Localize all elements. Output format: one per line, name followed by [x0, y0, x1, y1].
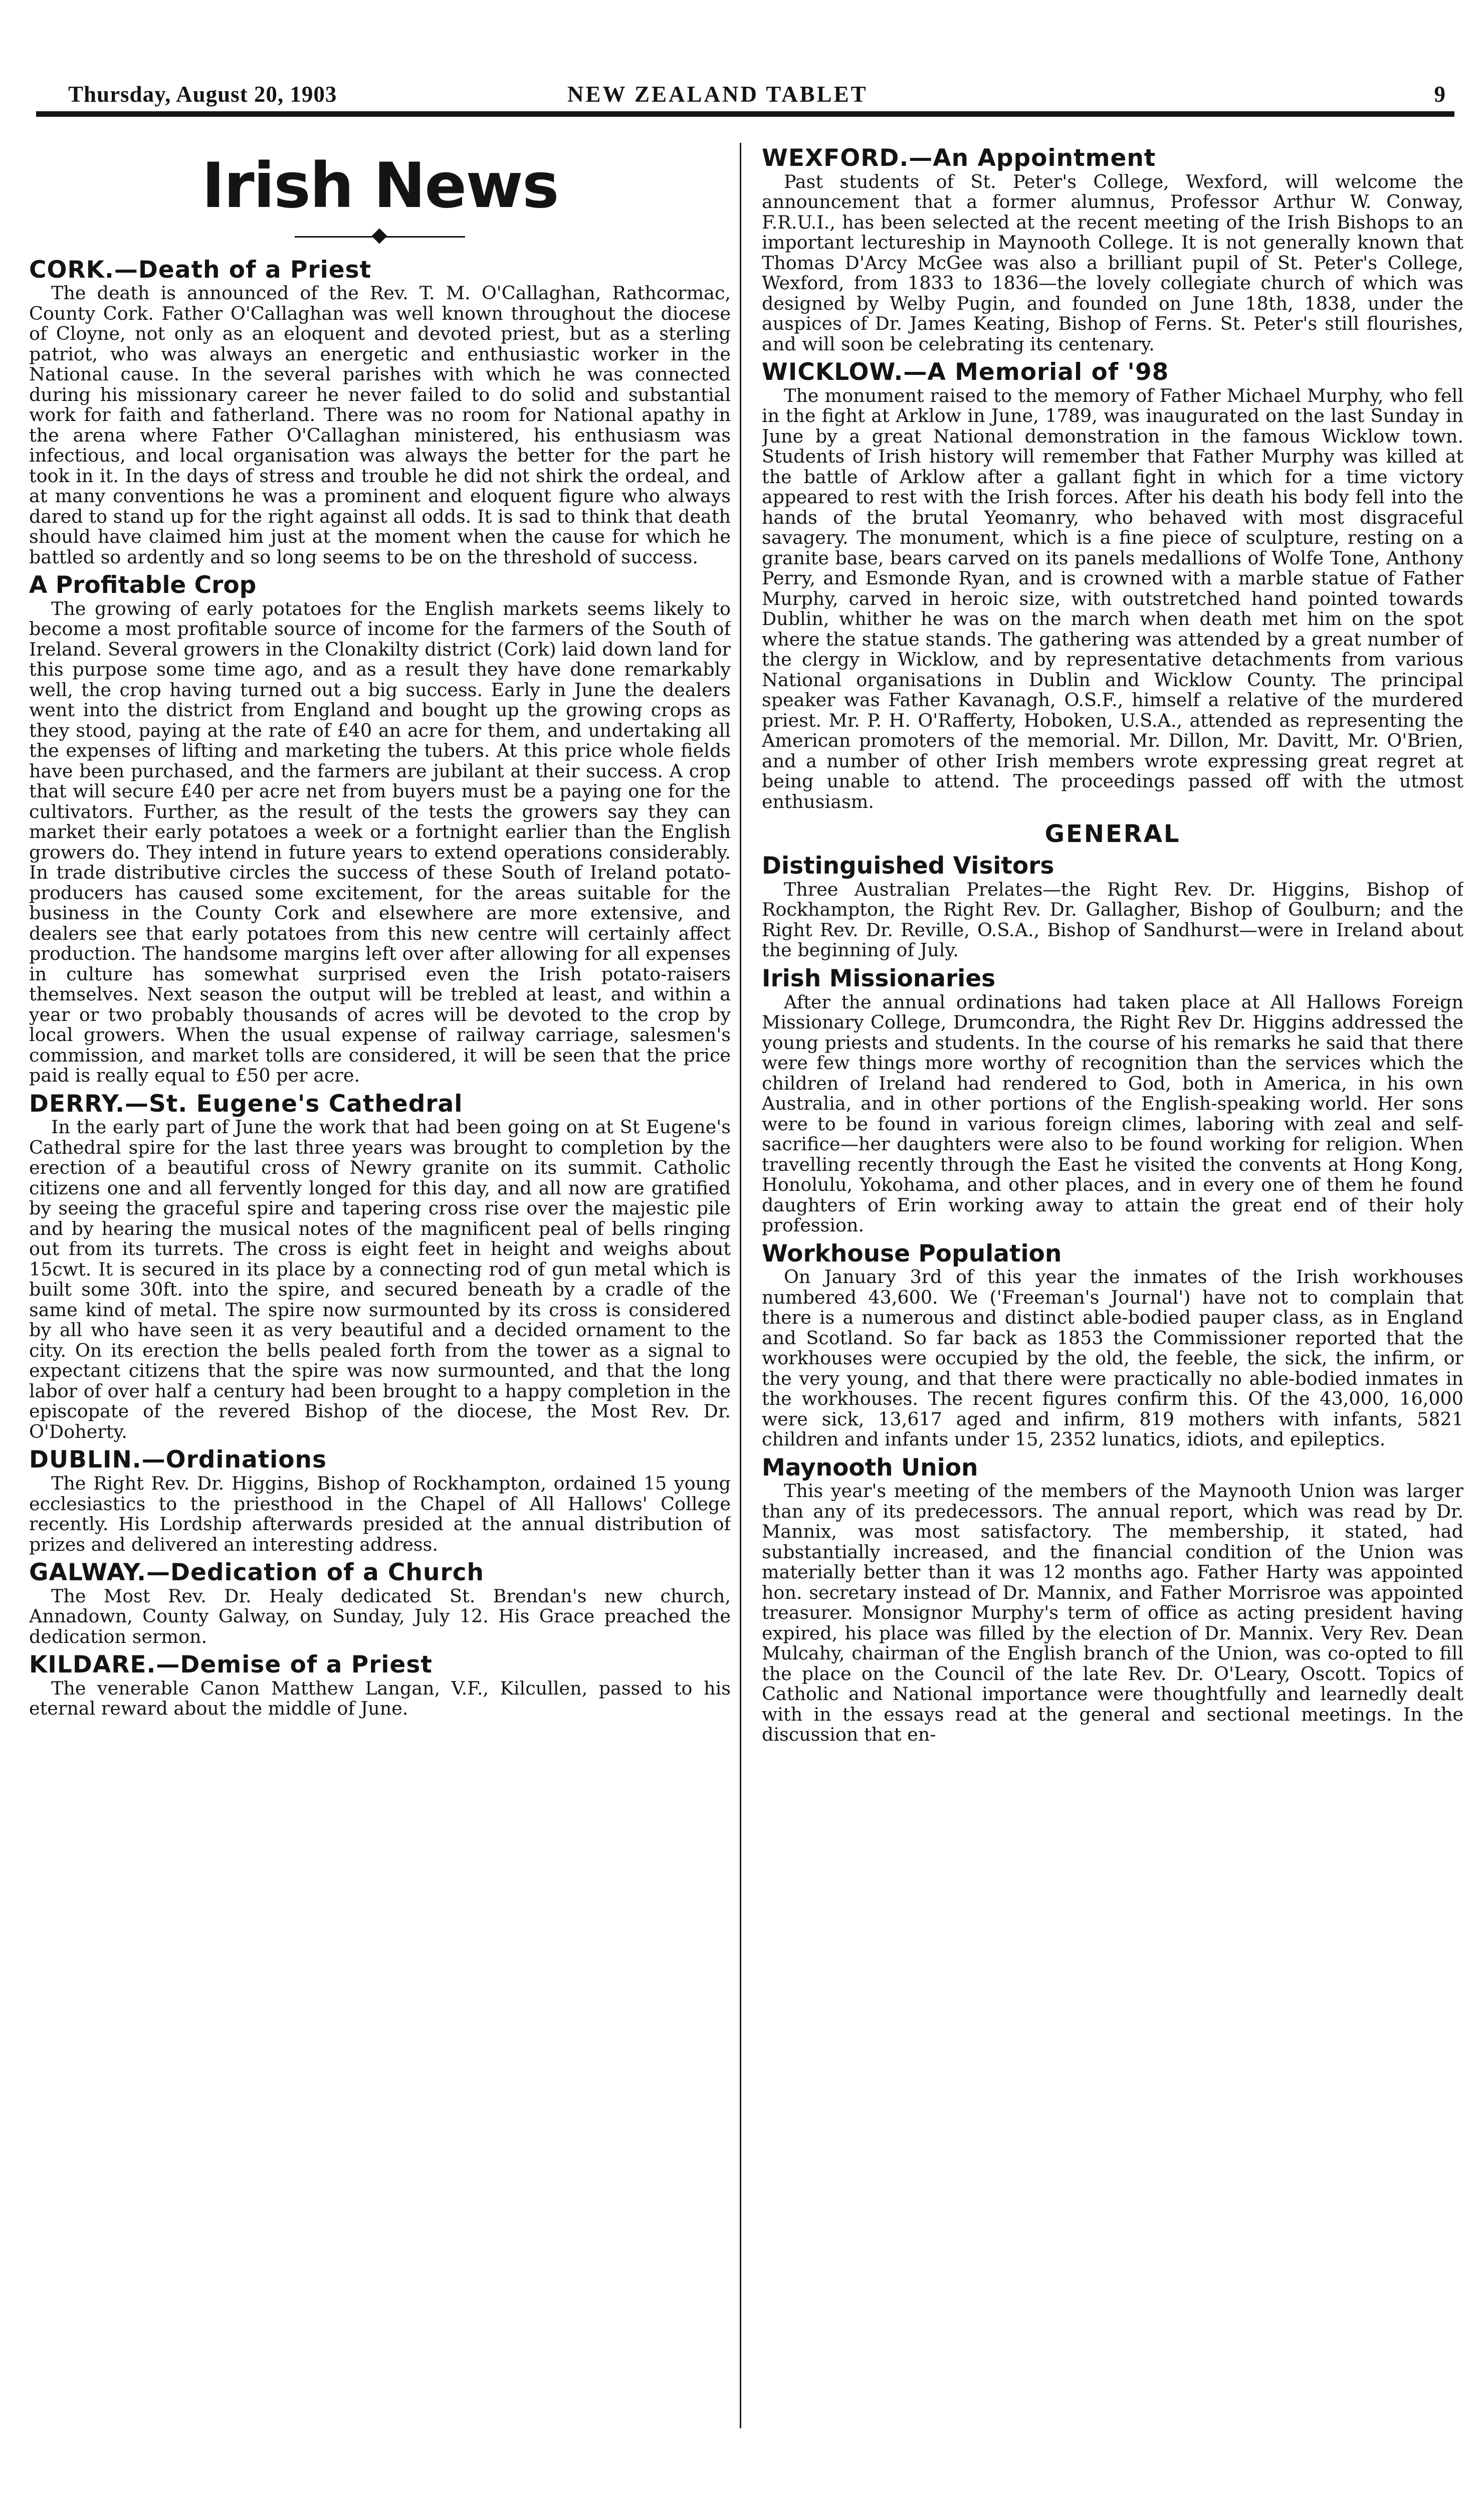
article-heading: Irish Missionaries	[762, 964, 996, 992]
column-rule	[740, 143, 741, 2428]
page-number: 9	[1434, 82, 1445, 107]
header-rule	[36, 111, 1454, 117]
article-dublin	[29, 1447, 731, 1555]
right-column	[762, 145, 1463, 2431]
article-kildare	[29, 1652, 731, 1719]
issue-date: Thursday, August 20, 1903	[68, 82, 337, 107]
article-heading: WICKLOW.—A Memorial of '98	[762, 358, 1169, 386]
article-heading: GALWAY.—Dedication of a Church	[29, 1559, 484, 1587]
article-cork	[29, 257, 731, 568]
article-workhouse	[762, 1241, 1463, 1450]
article-wexford	[762, 145, 1463, 354]
left-column	[29, 145, 731, 2431]
article-body: In the early part of June the work that had been going on at St Eugene's Cathedral spire for the last three years was brought to completion by the erection of a beautiful cross of Newry granite on its summit. Catholic citizens one and all fervently longed for this day, and all now are gratified by seeing the graceful spire and tapering cross rise over the majestic pile and by hearing the musical notes of the magnificent peal of bells ringing out from its turrets. The cross is eight feet in height and weighs about 15cwt. It is secured in its place by a connecting rod of gun metal which is built some 30ft. into the spire, and secured beneath by a cradle of the same kind of metal. The spire now surmounted by its cross is considered by all who have seen it as very beautiful and a decided ornament to the city. On its erection the bells pealed forth from the tower as a signal to expectant citizens that the spire was now surmounted, and that the long labor of over half a century had been brought to a happy completion in the episcopate of the revered Bishop of the diocese, the Most Rev. Dr. O'Doherty.	[29, 1116, 731, 1442]
article-missionaries	[762, 966, 1463, 1236]
section-masthead: Irish News	[201, 150, 558, 222]
page-header	[36, 75, 1454, 110]
article-heading: DERRY.—St. Eugene's Cathedral	[29, 1090, 463, 1118]
article-heading: Maynooth Union	[762, 1453, 978, 1482]
article-visitors	[762, 853, 1463, 961]
article-body: This year's meeting of the members of the Maynooth Union was larger than any of its predecessors. The annual report, which was read by Dr. Mannix, was most satisfactory. The membership, it stated, had substantially increased, and the financial condition of the Union was materially better than it was 12 months ago. Father Harty was appointed hon. secretary instead of Dr. Mannix, and Father Morrisroe was appointed treasurer. Monsignor Murphy's term of office as acting president having expired, his place was filled by the election of Dr. Mannix. Very Rev. Dean Mulcahy, chairman of the English branch of the Union, was co-opted to fill the place on the Council of the late Rev. Dr. O'Leary, Oscott. Topics of Catholic and National importance were thoughtfully and learnedly dealt with in the essays read at the general and sectional meetings. In the discussion that en-	[762, 1480, 1463, 1746]
article-crop	[29, 572, 731, 1086]
article-heading: Distinguished Visitors	[762, 852, 1054, 880]
section-title-general: GENERAL	[1044, 820, 1181, 849]
article-heading: A Profitable Crop	[29, 571, 257, 599]
ornamental-divider	[29, 222, 731, 252]
article-derry	[29, 1091, 731, 1442]
article-body: The growing of early potatoes for the English markets seems likely to become a most profitable source of income for the farmers of the South of Ireland. Several growers in the Clonakilty district (Cork) laid down land for this purpose some time ago, and as a result they have done remarkably well, the crop having turned out a big success. Early in June the dealers went into the district from England and bought up the growing crops as they stood, paying at the rate of £40 an acre for them, and undertaking all the expenses of lifting and marketing the tubers. At this price whole fields have been purchased, and the farmers are jubilant at their success. A crop that will secure £40 per acre net from buyers must be a paying one for the cultivators. Further, as the result of the tests the growers say they can market their early potatoes a week or a fortnight earlier than the English growers do. They intend in future years to extend operations considerably. In trade distributive circles the success of these South of Ireland potato-producers has caused some excitement, for the areas suitable for the business in the County Cork and elsewhere are more extensive, and dealers see that early potatoes from this new centre will certainly affect production. The handsome margins left over after allowing for all expenses in culture has somewhat surprised even the Irish potato-raisers themselves. Next season the output will be trebled at least, and within a year or two probably thousands of acres will be devoted to the crop by local growers. When the usual expense of railway carriage, salesmen's commission, and market tolls are considered, it will be seen that the price paid is really equal to £50 per acre.	[29, 597, 731, 1087]
article-wicklow	[762, 359, 1463, 812]
article-body: The Most Rev. Dr. Healy dedicated St. Brendan's new church, Annadown, County Galway, on Sunday, July 12. His Grace preached the dedication sermon.	[29, 1585, 731, 1647]
diamond-ornament-icon	[371, 228, 387, 244]
article-body: The death is announced of the Rev. T. M. O'Callaghan, Rathcormac, County Cork. Father O'Callaghan was well known throughout the diocese of Cloyne, not only as an eloquent and devoted priest, but as a sterling patriot, who was always an energetic and enthusiastic worker in the National cause. In the several parishes with which he was connected during his missionary career he never failed to do solid and substantial work for faith and fatherland. There was no room for National apathy in the arena where Father O'Callaghan ministered, his enthusiasm was infectious, and local organisation was always the better for the part he took in it. In the days of stress and trouble he did not shirk the ordeal, and at many conventions he was a prominent and eloquent figure who always dared to stand up for the right against all odds. It is sad to think that death should have claimed him just at the moment when the cause for which he battled so ardently and so long seems to be on the threshold of success.	[29, 282, 731, 568]
article-heading: DUBLIN.—Ordinations	[29, 1446, 327, 1474]
article-body: The venerable Canon Matthew Langan, V.F., Kilcullen, passed to his eternal reward about the middle of June.	[29, 1677, 731, 1720]
publication-title: NEW ZEALAND TABLET	[567, 82, 868, 107]
article-body: Past students of St. Peter's College, Wexford, will welcome the announcement that a former alumnus, Professor Arthur W. Conway, F.R.U.I., has been selected at the recent meeting of the Irish Bishops to an important lectureship in Maynooth College. It is not generally known that Thomas D'Arcy McGee was also a brilliant pupil of St. Peter's College, Wexford, from 1833 to 1836—the lovely collegiate church of which was designed by Welby Pugin, and founded on June 18th, 1838, under the auspices of Dr. James Keating, Bishop of Ferns. St. Peter's still flourishes, and will soon be celebrating its centenary.	[762, 170, 1463, 355]
article-maynooth	[762, 1455, 1463, 1745]
article-galway	[29, 1560, 731, 1647]
article-body: The monument raised to the memory of Father Michael Murphy, who fell in the fight at Arklow in June, 1789, was inaugurated on the last Sunday in June by a great National demonstration in the famous Wicklow town. Students of Irish history will remember that Father Murphy was killed at the battle of Arklow after a gallant fight in which for a time victory appeared to rest with the Irish forces. After his death his body fell into the hands of the brutal Yeomanry, who behaved with most disgraceful savagery. The monument, which is a fine piece of sculpture, resting on a granite base, bears carved on its panels medallions of Wolfe Tone, Anthony Perry, and Esmonde Ryan, and is crowned with a marble statue of Father Murphy, carved in heroic size, with outstretched hand pointed towards Dublin, whither he was on the march when death met him on the spot where the statue stands. The gathering was attended by a great number of the clergy in Wicklow, and by representative detachments from various National organisations in Dublin and Wicklow County. The principal speaker was Father Kavanagh, O.S.F., himself a relative of the murdered priest. Mr. P. H. O'Rafferty, Hoboken, U.S.A., attended as representing the American promoters of the memorial. Mr. Dillon, Mr. Davitt, Mr. O'Brien, and a number of other Irish members wrote expressing great regret at being unable to attend. The proceedings passed off with the utmost enthusiasm.	[762, 384, 1463, 812]
article-body: On January 3rd of this year the inmates of the Irish workhouses numbered 43,600. We ('Freeman's Journal') have not to complain that there is a numerous and distinct able-bodied pauper class, as in England and Scotland. So far back as 1853 the Commissioner reported that the workhouses were occupied by the old, the feeble, the sick, the infirm, or the very young, and that there were practically no able-bodied inmates in the workhouses. The recent figures confirm this. Of the 43,000, 16,000 were sick, 13,617 aged and infirm, 819 mothers with infants, 5821 children and infants under 15, 2352 lunatics, idiots, and epileptics.	[762, 1266, 1463, 1450]
article-heading: KILDARE.—Demise of a Priest	[29, 1651, 433, 1679]
article-heading: WEXFORD.—An Appointment	[762, 145, 1156, 172]
article-heading: Workhouse Population	[762, 1239, 1062, 1268]
article-body: After the annual ordinations had taken place at All Hallows Foreign Missionary College, Drumcondra, the Right Rev Dr. Higgins addressed the young priests and students. In the course of his remarks he said that there were few things more worthy of recognition than the services which the children of Ireland had rendered to God, both in America, in his own Australia, and in other portions of the English-speaking world. Her sons were to be found in various foreign climes, laboring with zeal and self-sacrifice—her daughters were also to be found working for religion. When travelling recently through the East he visited the convents at Hong Kong, Honolulu, Yokohama, and other places, and in every one of them he found daughters of Erin working away to attain the great end of their holy profession.	[762, 991, 1463, 1236]
article-body: The Right Rev. Dr. Higgins, Bishop of Rockhampton, ordained 15 young ecclesiastics to the priesthood in the Chapel of All Hallows' College recently. His Lordship afterwards presided at the annual distribution of prizes and delivered an interesting address.	[29, 1473, 731, 1555]
article-body: Three Australian Prelates—the Right Rev. Dr. Higgins, Bishop of Rockhampton, the Right Rev. Dr. Gallagher, Bishop of Goulburn; and the Right Rev. Dr. Reville, O.S.A., Bishop of Sandhurst—were in Ireland about the beginning of July.	[762, 878, 1463, 961]
article-heading: CORK.—Death of a Priest	[29, 256, 372, 284]
